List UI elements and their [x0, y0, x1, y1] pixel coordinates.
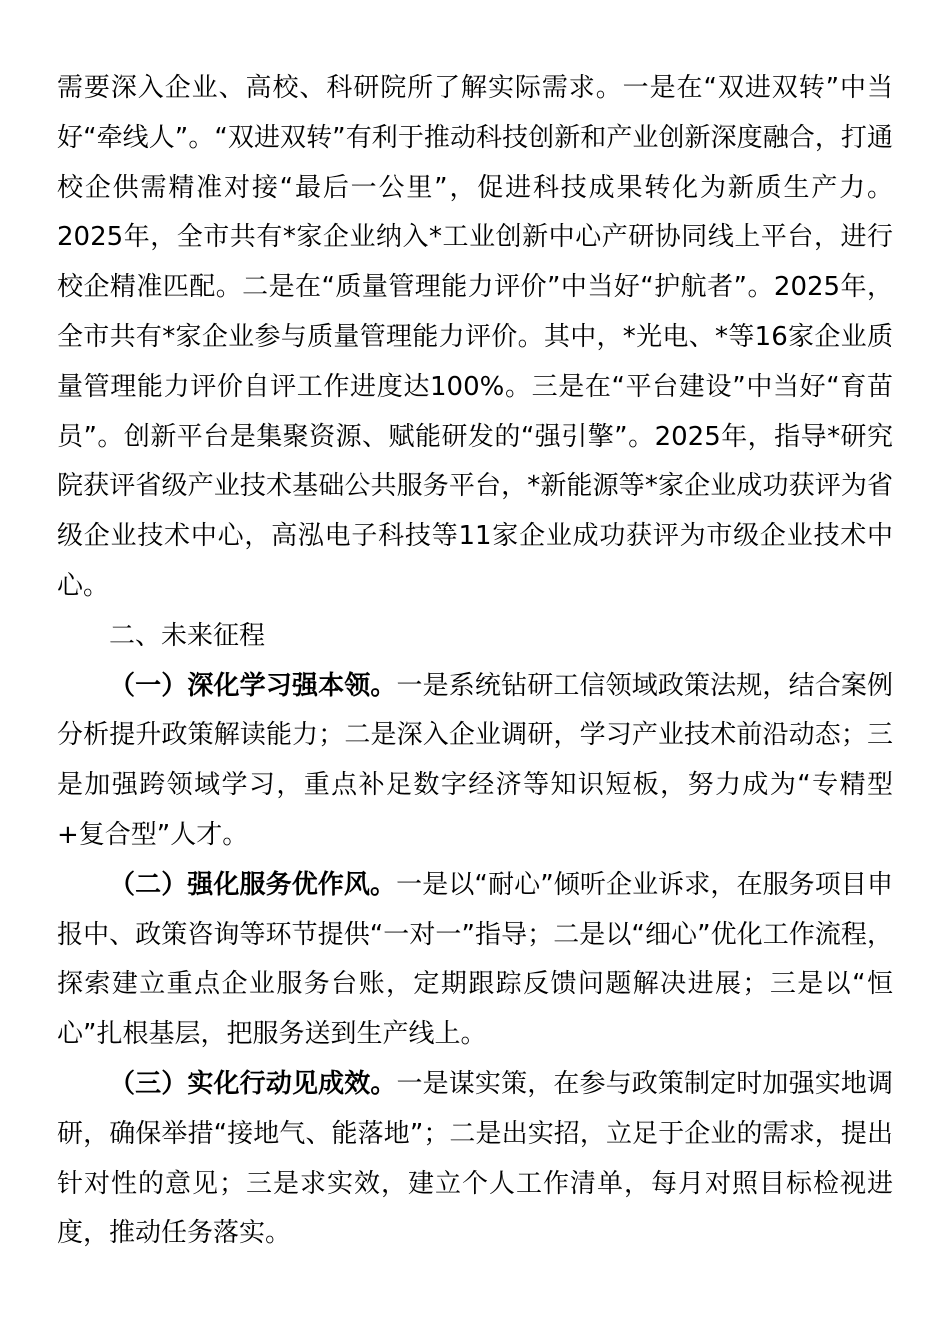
- section-item-2: [57, 861, 893, 1060]
- section-item-1: [57, 662, 893, 861]
- section-item-3: [57, 1060, 893, 1259]
- section-item-1-text: 一是系统钻研工信领域政策法规，结合案例分析提升政策解读能力；二是深入企业调研，学习产业技术前沿动态；三是加强跨领域学习，重点补足数字经济等知识短板，努力成为“专精型+复合型”人才。: [57, 670, 893, 850]
- continuation-paragraph: 需要深入企业、高校、科研院所了解实际需求。一是在“双进双转”中当好“牵线人”。“双进双转”有利于推动科技创新和产业创新深度融合，打通校企供需精准对接“最后一公里”，促进科技成果转化为新质生产力。2025年，全市共有*家企业纳入*工业创新中心产研协同线上平台，进行校企精准匹配。二是在“质量管理能力评价”中当好“护航者”。2025年，全市共有*家企业参与质量管理能力评价。其中，*光电、*等16家企业质量管理能力评价自评工作进度达100%。三是在“平台建设”中当好“育苗员”。创新平台是集聚资源、赋能研发的“强引擎”。2025年，指导*研究院获评省级产业技术基础公共服务平台，*新能源等*家企业成功获评为省级企业技术中心，高泓电子科技等11家企业成功获评为市级企业技术中心。: [57, 73, 893, 601]
- section-item-2-text: 一是以“耐心”倾听企业诉求，在服务项目申报中、政策咨询等环节提供“一对一”指导；二是以“细心”优化工作流程，探索建立重点企业服务台账，定期跟踪反馈问题解决进展；三是以“恒心”扎根基层，把服务送到生产线上。: [57, 869, 893, 1050]
- section-item-3-text: 一是谋实策，在参与政策制定时加强实地调研，确保举措“接地气、能落地”；二是出实招，立足于企业的需求，提出针对性的意见；三是求实效，建立个人工作清单，每月对照目标检视进度，推动任务落实。: [57, 1068, 893, 1249]
- section-item-1-lead: （一）深化学习强本领。: [109, 670, 397, 701]
- section-item-3-lead: （三）实化行动见成效。: [109, 1068, 397, 1099]
- document-page: [57, 64, 893, 1259]
- section-item-2-lead: （二）强化服务优作风。: [109, 869, 397, 900]
- section-heading: 二、未来征程: [109, 620, 266, 651]
